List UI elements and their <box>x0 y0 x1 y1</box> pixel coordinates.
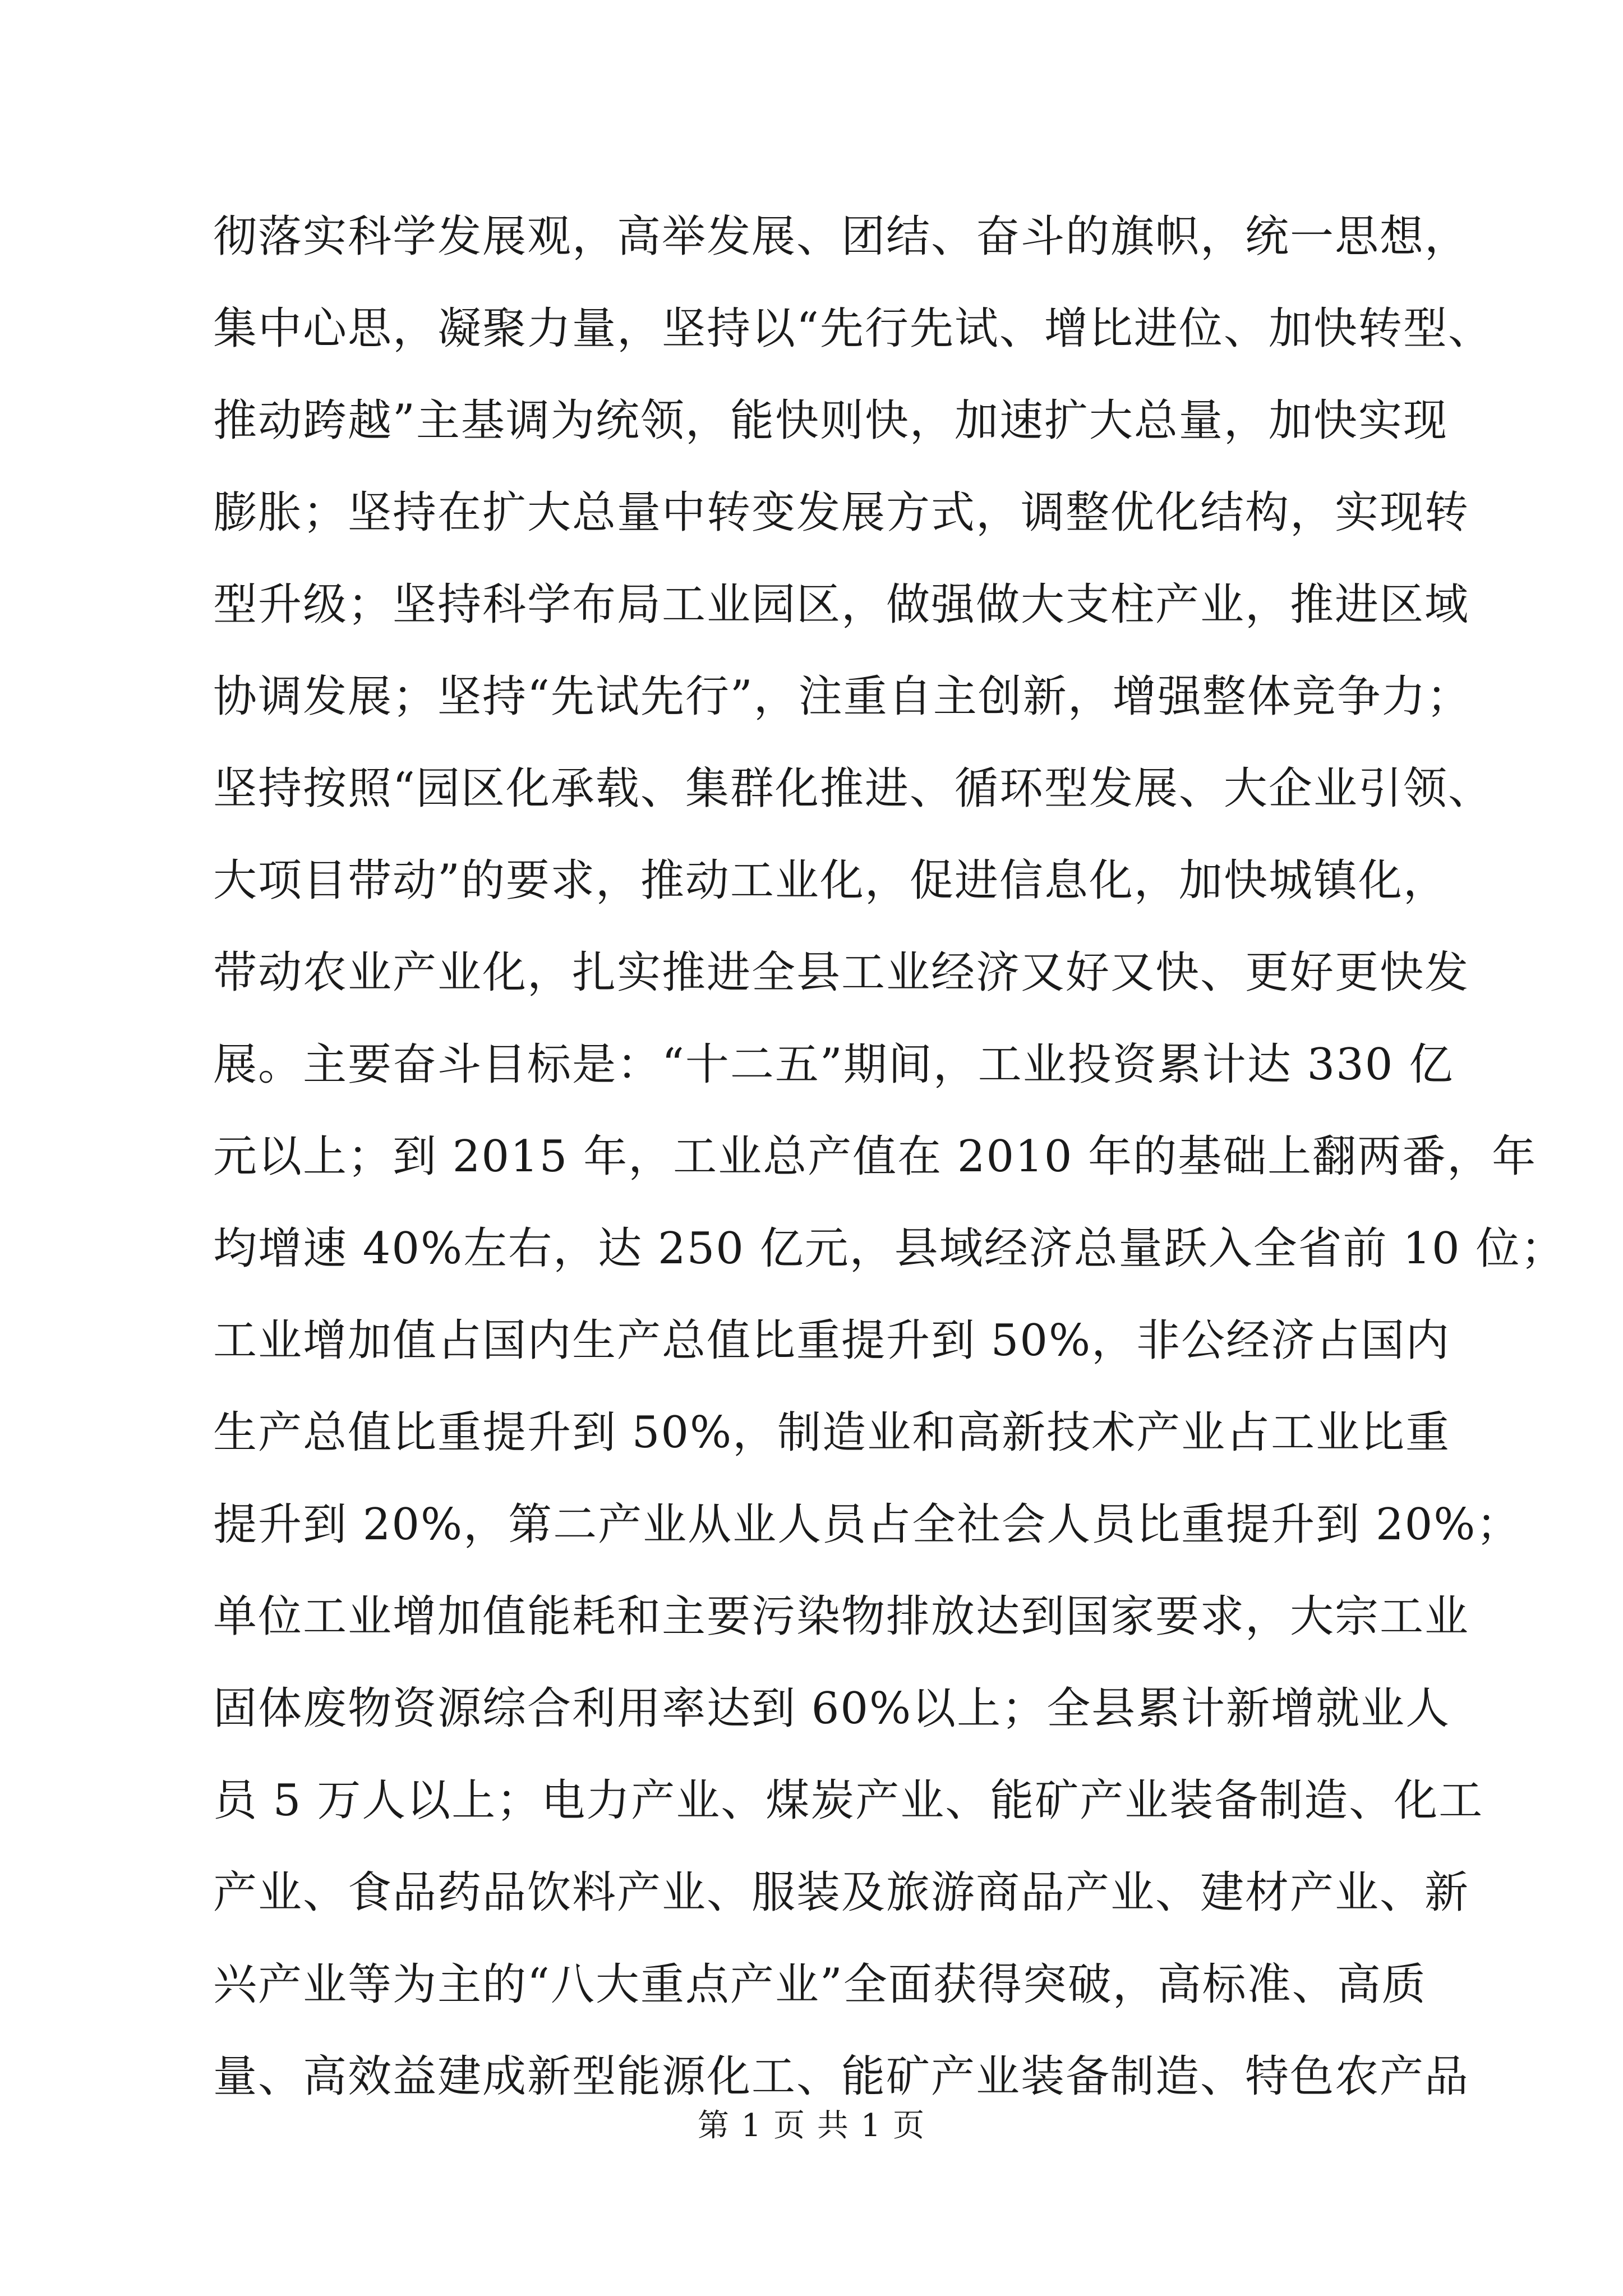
text-line: 工业增加值占国内生产总值比重提升到 50%，非公经济占国内 <box>213 1315 1451 1366</box>
text-line: 元以上；到 2015 年，工业总产值在 2010 年的基础上翻两番，年 <box>213 1131 1537 1182</box>
text-line: 型升级；坚持科学布局工业园区，做强做大支柱产业，推进区域 <box>213 579 1470 630</box>
text-line: 均增速 40%左右，达 250 亿元，县域经济总量跃入全省前 10 位； <box>213 1223 1566 1274</box>
text-line: 推动跨越”主基调为统领，能快则快，加速扩大总量，加快实现 <box>213 395 1448 446</box>
text-line: 协调发展；坚持“先试先行”，注重自主创新，增强整体竞争力； <box>213 671 1472 722</box>
text-line: 带动农业产业化，扎实推进全县工业经济又好又快、更好更快发 <box>213 947 1470 998</box>
text-line: 提升到 20%，第二产业从业人员占全社会人员比重提升到 20%； <box>213 1499 1521 1550</box>
text-line: 生产总值比重提升到 50%，制造业和高新技术产业占工业比重 <box>213 1407 1451 1458</box>
page-number: 第 1 页 共 1 页 <box>697 2108 926 2144</box>
text-line: 展。主要奋斗目标是：“十二五”期间，工业投资累计达 330 亿 <box>213 1039 1454 1090</box>
text-line: 大项目带动”的要求，推动工业化，促进信息化，加快城镇化， <box>213 855 1448 906</box>
text-line: 兴产业等为主的“八大重点产业”全面获得突破，高标准、高质 <box>213 1959 1427 2010</box>
text-line: 坚持按照“园区化承载、集群化推进、循环型发展、大企业引领、 <box>213 763 1493 814</box>
text-line: 膨胀；坚持在扩大总量中转变发展方式，调整优化结构，实现转 <box>213 487 1470 538</box>
text-line: 产业、食品药品饮料产业、服装及旅游商品产业、建材产业、新 <box>213 1867 1470 1918</box>
body-text <box>213 191 1566 2123</box>
text-line: 彻落实科学发展观，高举发展、团结、奋斗的旗帜，统一思想， <box>213 211 1470 262</box>
text-line: 员 5 万人以上；电力产业、煤炭产业、能矿产业装备制造、化工 <box>213 1775 1484 1826</box>
text-line: 量、高效益建成新型能源化工、能矿产业装备制造、特色农产品 <box>213 2051 1470 2102</box>
text-line: 集中心思，凝聚力量，坚持以“先行先试、增比进位、加快转型、 <box>213 303 1493 354</box>
page-footer <box>0 2101 1623 2146</box>
text-line: 固体废物资源综合利用率达到 60%以上；全县累计新增就业人 <box>213 1683 1451 1734</box>
text-line: 单位工业增加值能耗和主要污染物排放达到国家要求，大宗工业 <box>213 1591 1470 1642</box>
